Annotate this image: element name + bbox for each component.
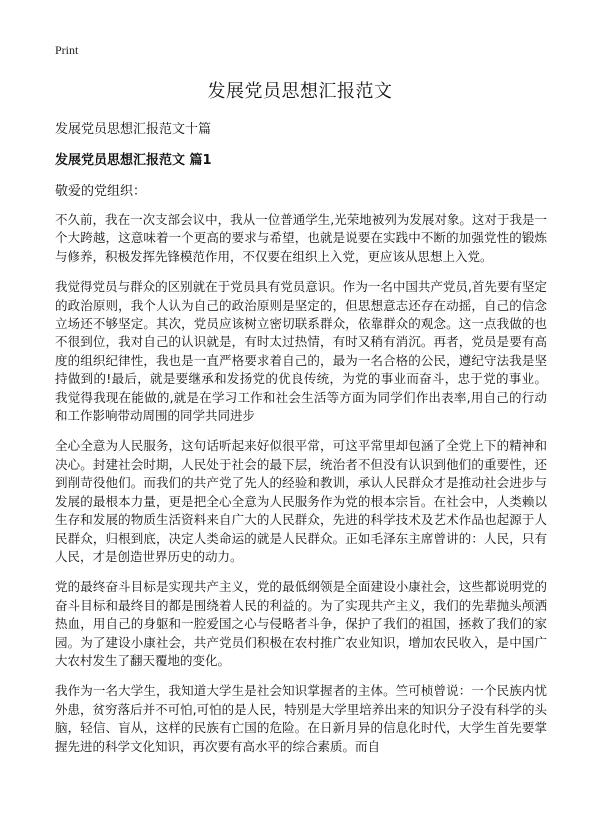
document-title: 发展党员思想汇报范文 — [207, 81, 393, 102]
paragraph: 我觉得党员与群众的区别就在于党员具有党员意识。作为一名中国共产党员,首先要有坚定的政治原则，我个人认为自己的政治原则是坚定的，但思想意志还存在动摇，自己的信念立场还不够坚定。其次，党员应该树立密切联系群众，依靠群众的观念。这一点我做的也不很到位，我对自己的认识就是，有时太过热情，有时又稍有消沉。再者，党员是要有高度的组织纪律性，我也是一直严格要求着自己的，最为一名合格的公民，遵纪守法我是坚持做到的!最后，就是要继承和发扬党的优良传统，为党的事业而奋斗，忠于党的事业。我觉得我现在能做的,就是在学习工作和社会生活等方面为同学们作出表率,用自己的行动和工作影响带动周围的同学共同进步 — [55, 279, 547, 424]
document-body — [55, 211, 547, 768]
print-link[interactable]: Print — [55, 43, 79, 57]
paragraph: 不久前，我在一次支部会议中，我从一位普通学生,光荣地被列为发展对象。这对于我是一个大跨越，这意味着一个更高的要求与希望，也就是说要在实践中不断的加强党性的锻炼与修养，积极发挥先锋模范作用，不仅要在组织上入党，更应该从思想上入党。 — [55, 212, 547, 264]
paragraph: 党的最终奋斗目标是实现共产主义，党的最低纲领是全面建设小康社会，这些都说明党的奋斗目标和最终目的都是围绕着人民的利益的。为了实现共产主义，我们的先辈抛头颅洒热血，用自己的身躯和一腔爱国之心与侵略者斗争，保护了我们的祖国，拯救了我们的家园。为了建设小康社会，共产党员们积极在农村推广农业知识，增加农民收入，是中国广大农村发生了翻天覆地的变化。 — [55, 579, 547, 668]
document-subtitle: 发展党员思想汇报范文十篇 — [55, 122, 212, 137]
paragraph: 全心全意为人民服务，这句话听起来好似很平常，可这平常里却包涵了全党上下的精神和决心。封建社会时期，人民处于社会的最下层，统治者不但没有认识到他们的重要性，还到削苛役他们。而我们的共产党了先人的经验和教训，承认人民群众才是推动社会进步与发展的最根本力量，更是把全心全意为人民服务作为党的根本宗旨。在社会中，人类赖以生存和发展的物质生活资料来自广大的人民群众，先进的科学技术及艺术作品也起源于人民群众，归根到底，决定人类命运的就是人民群众。正如毛泽东主席曾讲的：人民，只有人民，才是创造世界历史的动力。 — [55, 438, 547, 564]
salutation: 敬爱的党组织： — [55, 184, 147, 199]
paragraph: 我作为一名大学生，我知道大学生是社会知识掌握者的主体。竺可桢曾说：一个民族内忧外患，贫穷落后并不可怕,可怕的是人民，特别是大学里培养出来的知识分子没有科学的头脑，轻信、盲从，这样的民族有亡国的危险。在日新月异的信息化时代，大学生首先要掌握先进的科学文化知识，再次要有高水平的综合素质。而自 — [55, 683, 547, 754]
section-heading: 发展党员思想汇报范文 篇1 — [55, 153, 212, 168]
